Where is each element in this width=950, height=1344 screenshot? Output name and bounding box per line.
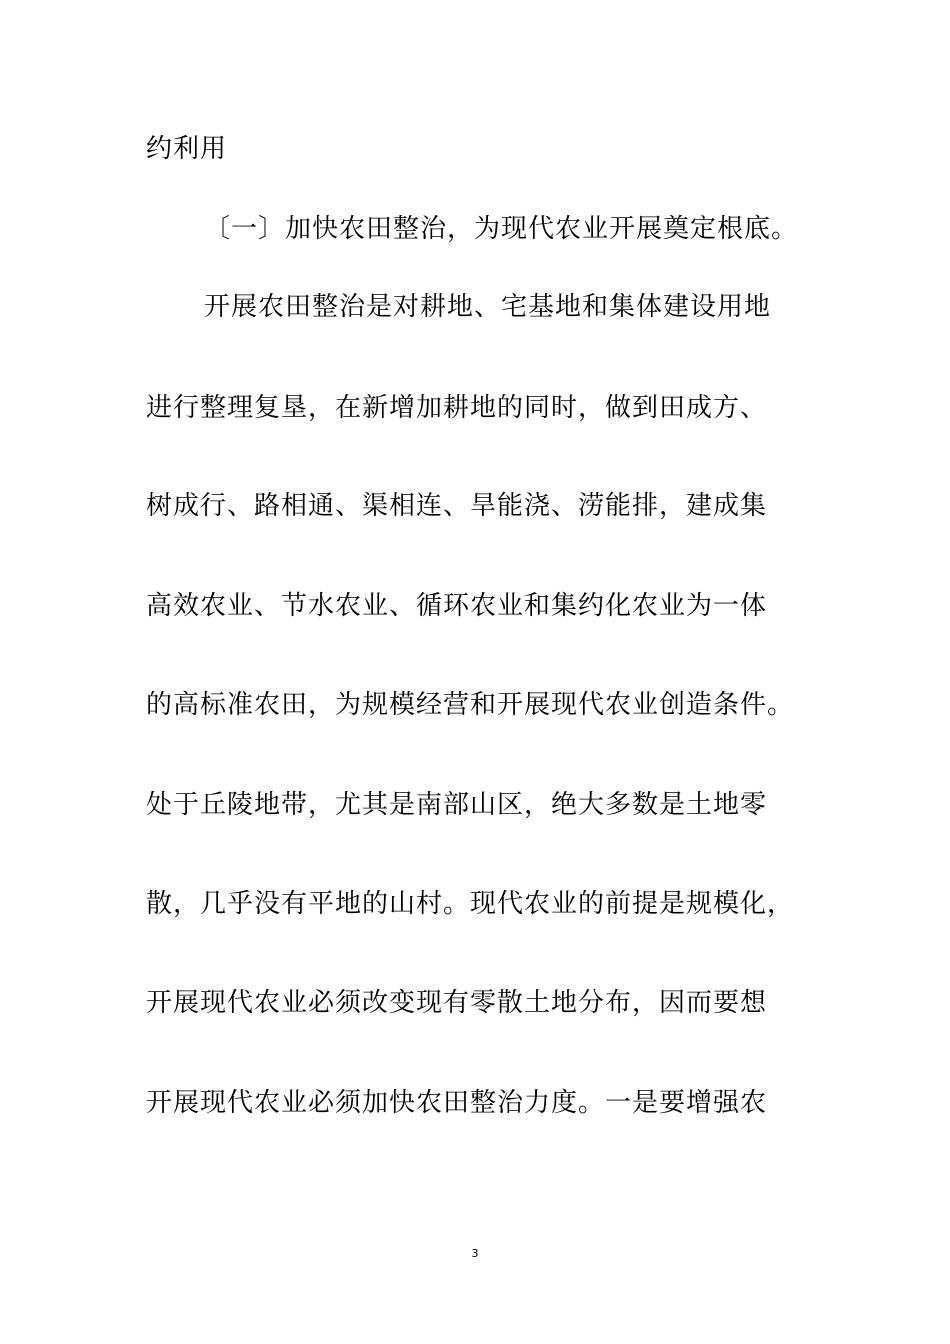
text-line: 约利用: [146, 134, 228, 164]
text-line: 进行整理复垦，在新增加耕地的同时，做到田成方、: [146, 393, 768, 423]
text-line: 处于丘陵地带，尤其是南部山区，绝大多数是土地零: [146, 790, 768, 820]
page-number: 3: [471, 1247, 479, 1260]
text-line: 开展现代农业必须改变现有零散土地分布，因而要想: [146, 988, 768, 1018]
text-line: 散，几乎没有平地的山村。现代农业的前提是规模化，: [146, 889, 795, 919]
text-line: 开展现代农业必须加快农田整治力度。一是要增强农: [146, 1088, 768, 1118]
paragraph-first-line: 开展农田整治是对耕地、宅基地和集体建设用地: [204, 292, 772, 322]
section-heading: 〔一〕加快农田整治，为现代农业开展奠定根底。: [204, 214, 799, 244]
text-line: 树成行、路相通、渠相连、旱能浇、涝能排，建成集: [146, 491, 768, 521]
text-line: 高效农业、节水农业、循环农业和集约化农业为一体: [146, 591, 768, 621]
text-line: 的高标准农田，为规模经营和开展现代农业创造条件。: [146, 690, 795, 720]
